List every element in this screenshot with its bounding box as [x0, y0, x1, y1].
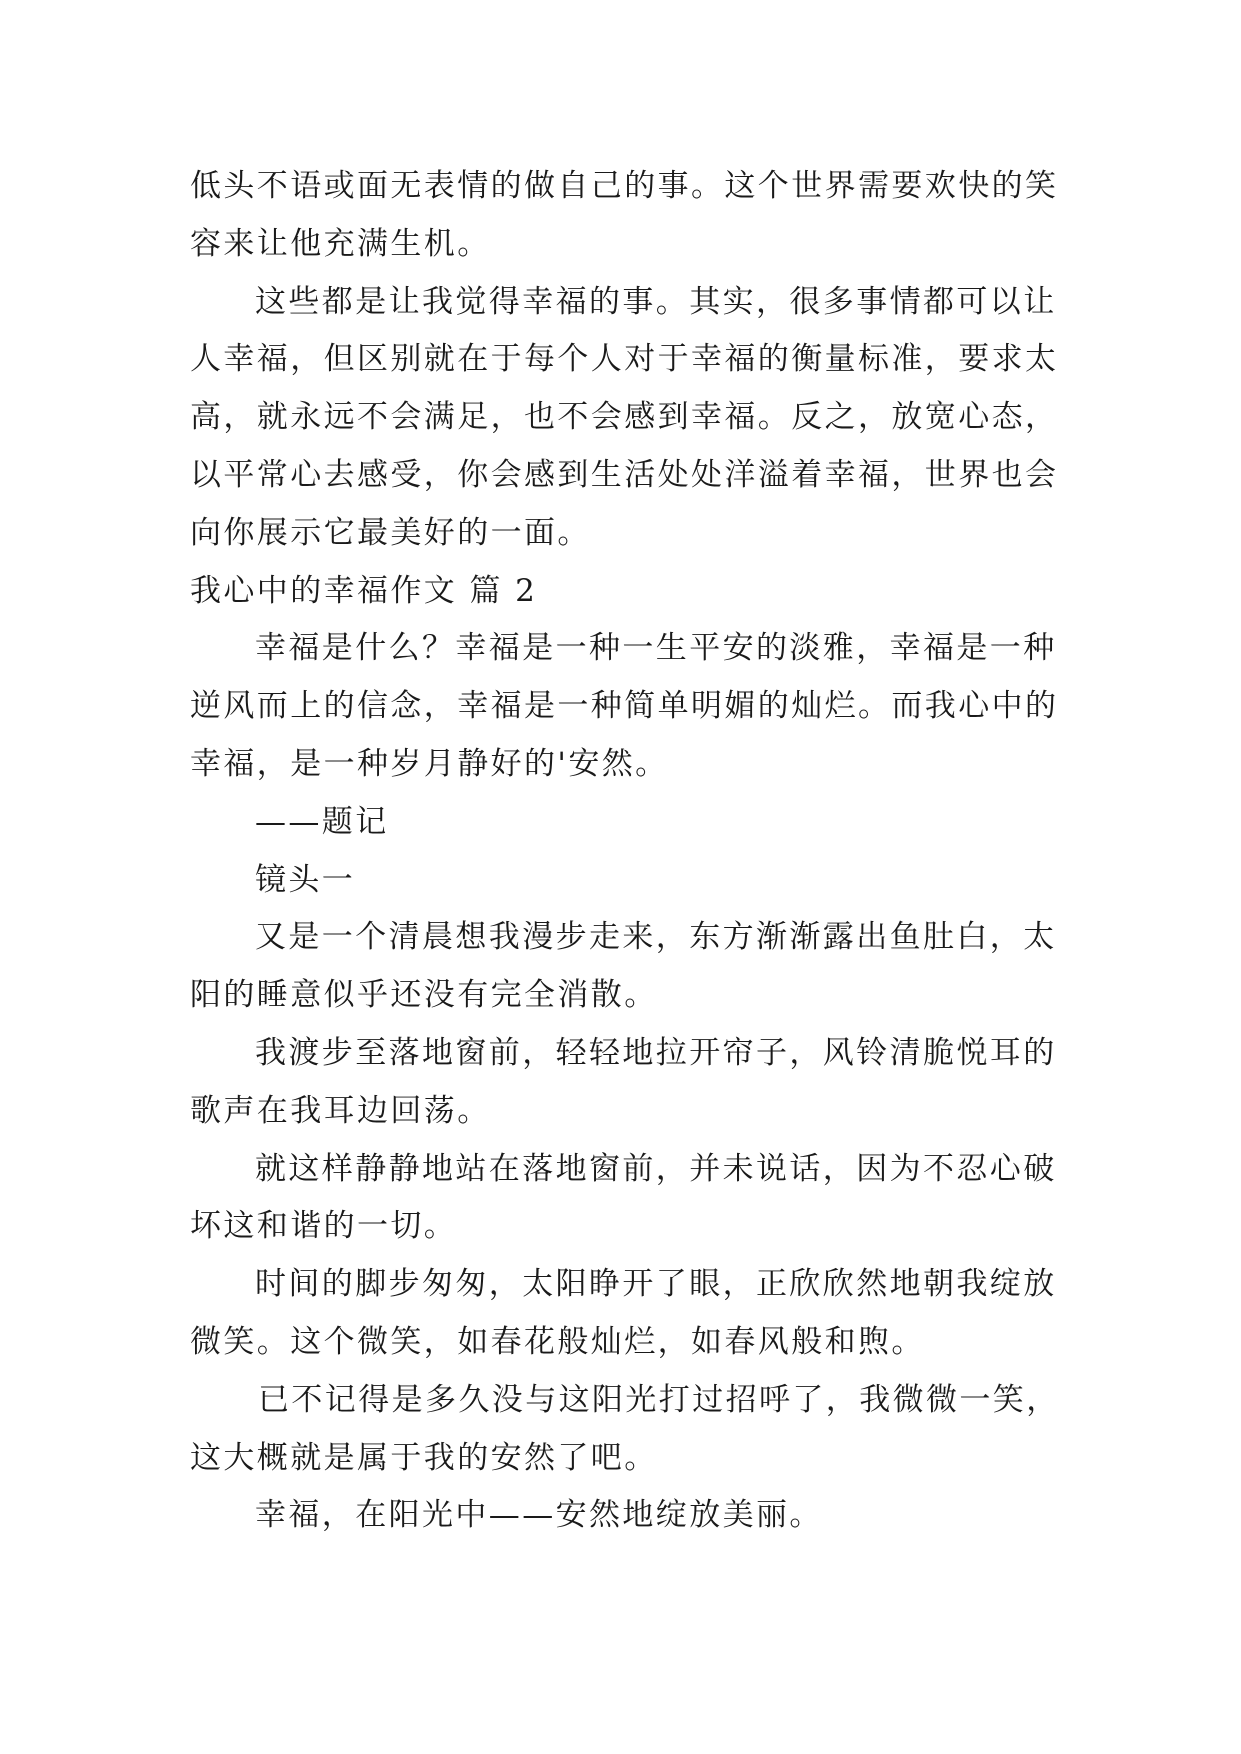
text-line: 高，就永远不会满足，也不会感到幸福。反之，放宽心态，: [190, 399, 1059, 436]
text-line: 幸福，是一种岁月静好的'安然。: [190, 745, 669, 782]
text-line: 容来让他充满生机。: [190, 225, 491, 262]
text-line: 我渡步至落地窗前，轻轻地拉开帘子，风铃清脆悦耳的: [255, 1034, 1057, 1071]
text-line: 微笑。这个微笑，如春花般灿烂，如春风般和煦。: [190, 1323, 925, 1360]
subheading: 镜头一: [255, 861, 356, 898]
text-line: 这大概就是属于我的安然了吧。: [190, 1439, 658, 1476]
text-line: 已不记得是多久没与这阳光打过招呼了，我微微一笑，: [258, 1381, 1060, 1418]
text-line: 幸福是什么？幸福是一种一生平安的淡雅，幸福是一种: [255, 630, 1057, 667]
epigraph-attribution: ——题记: [255, 803, 389, 840]
text-line: 坏这和谐的一切。: [190, 1208, 458, 1245]
text-line: 歌声在我耳边回荡。: [190, 1092, 491, 1129]
document-body: [190, 158, 1060, 1545]
text-line: 幸福，在阳光中——安然地绽放美丽。: [255, 1497, 823, 1534]
text-line: 时间的脚步匆匆，太阳睁开了眼，正欣欣然地朝我绽放: [255, 1266, 1057, 1303]
text-line: 低头不语或面无表情的做自己的事。这个世界需要欢快的笑: [190, 168, 1059, 204]
text-line: 又是一个清晨想我漫步走来，东方渐渐露出鱼肚白，太: [255, 919, 1057, 956]
text-line: 阳的睡意似乎还没有完全消散。: [190, 977, 658, 1014]
text-line: 逆风而上的信念，幸福是一种简单明媚的灿烂。而我心中的: [190, 688, 1059, 725]
text-line: 就这样静静地站在落地窗前，并未说话，因为不忍心破: [255, 1150, 1057, 1187]
text-line: 以平常心去感受，你会感到生活处处洋溢着幸福，世界也会: [190, 456, 1059, 493]
text-line: 这些都是让我觉得幸福的事。其实，很多事情都可以让: [255, 283, 1057, 320]
text-line: 向你展示它最美好的一面。: [190, 514, 591, 551]
text-line: 人幸福，但区别就在于每个人对于幸福的衡量标准，要求太: [190, 341, 1059, 378]
section-heading: 我心中的幸福作文 篇 2: [190, 572, 538, 609]
